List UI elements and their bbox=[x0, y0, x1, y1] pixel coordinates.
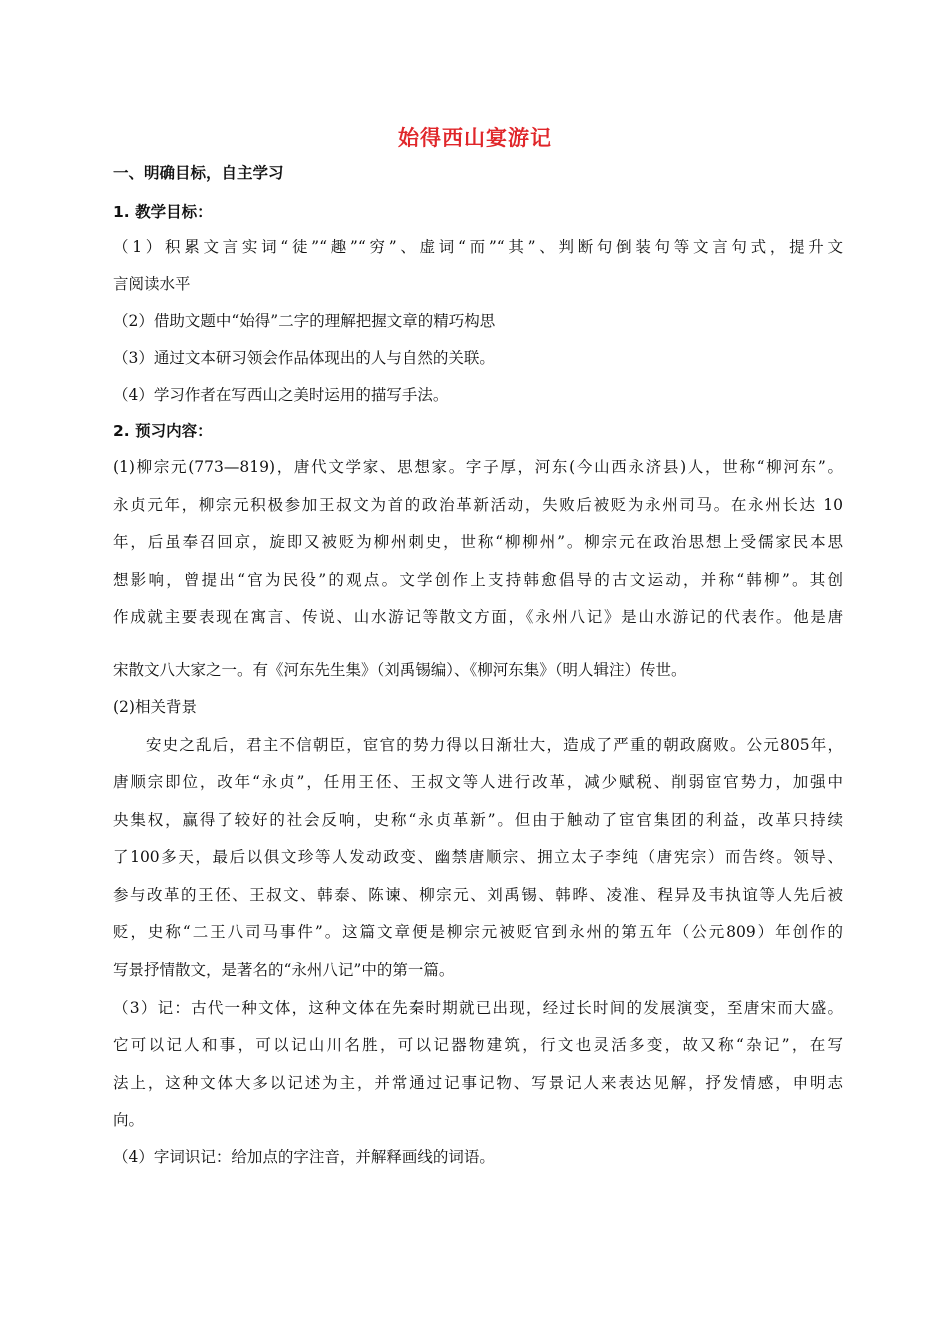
goal-item-4: （4）学习作者在写西山之美时运用的描写手法。 bbox=[113, 386, 449, 404]
document-title: 始得西山宴游记 bbox=[398, 126, 552, 150]
author-line-2: 永贞元年，柳宗元积极参加王叔文为首的政治革新活动，失败后被贬为永州司马。在永州长达 10 bbox=[113, 496, 843, 514]
goal-item-1: （1）积累文言实词“徒”“趣”“穷”、虚词“而”“其”、判断句倒装句等文言句式，提升文 bbox=[113, 238, 843, 256]
genre-line-3: 法上，这种文体大多以记述为主，并常通过记事记物、写景记人来表达见解，抒发情感，申明志 bbox=[113, 1074, 843, 1092]
preview-heading: 2. 预习内容： bbox=[113, 422, 213, 440]
genre-line-2: 它可以记人和事，可以记山川名胜，可以记器物建筑，行文也灵活多变，故又称“杂记”，在写 bbox=[113, 1036, 843, 1054]
author-line-4: 想影响，曾提出“官为民役”的观点。文学创作上支持韩愈倡导的古文运动，并称“韩柳”。其创 bbox=[113, 571, 843, 589]
background-heading: (2)相关背景 bbox=[113, 698, 197, 716]
vocab-line: （4）字词识记：给加点的字注音，并解释画线的词语。 bbox=[113, 1148, 495, 1166]
background-line-4: 了100多天，最后以俱文珍等人发动政变、幽禁唐顺宗、拥立太子李纯（唐宪宗）而告终。领导、 bbox=[113, 848, 843, 866]
background-line-6: 贬，史称“二王八司马事件”。这篇文章便是柳宗元被贬官到永州的第五年（公元809）年创作的 bbox=[113, 923, 843, 941]
author-line-3: 年，后虽奉召回京，旋即又被贬为柳州刺史，世称“柳柳州”。柳宗元在政治思想上受儒家民本思 bbox=[113, 533, 843, 551]
author-line-1: (1)柳宗元(773—819)，唐代文学家、思想家。字子厚，河东(今山西永济县)人，世称“柳河东”。 bbox=[113, 458, 843, 476]
author-line-5: 作成就主要表现在寓言、传说、山水游记等散文方面，《永州八记》是山水游记的代表作。他是唐 bbox=[113, 608, 843, 626]
background-line-3: 央集权，赢得了较好的社会反响，史称“永贞革新”。但由于触动了宦官集团的利益，改革只持续 bbox=[113, 811, 843, 829]
background-line-5: 参与改革的王伾、王叔文、韩泰、陈谏、柳宗元、刘禹锡、韩晔、凌准、程异及韦执谊等人先后被 bbox=[113, 886, 843, 904]
genre-line-1: （3）记：古代一种文体，这种文体在先秦时期就已出现，经过长时间的发展演变，至唐宋而大盛。 bbox=[113, 999, 843, 1017]
background-line-2: 唐顺宗即位，改年“永贞”，任用王伾、王叔文等人进行改革，减少赋税、削弱宦官势力，加强中 bbox=[113, 773, 843, 791]
background-line-1: 安史之乱后，君主不信朝臣，宦官的势力得以日渐壮大，造成了严重的朝政腐败。公元805年， bbox=[146, 736, 843, 754]
goals-heading: 1. 教学目标： bbox=[113, 203, 213, 221]
author-line-6: 宋散文八大家之一。有《河东先生集》（刘禹锡编）、《柳河东集》（明人辑注）传世。 bbox=[113, 661, 687, 679]
goal-item-1-cont: 言阅读水平 bbox=[113, 275, 191, 293]
goal-item-2: （2）借助文题中“始得”二字的理解把握文章的精巧构思 bbox=[113, 312, 496, 330]
goal-item-3: （3）通过文本研习领会作品体现出的人与自然的关联。 bbox=[113, 349, 495, 367]
background-line-7: 写景抒情散文，是著名的“永州八记”中的第一篇。 bbox=[113, 961, 455, 979]
genre-line-4: 向。 bbox=[113, 1111, 145, 1129]
section-heading-goals: 一、明确目标，自主学习 bbox=[113, 164, 284, 182]
